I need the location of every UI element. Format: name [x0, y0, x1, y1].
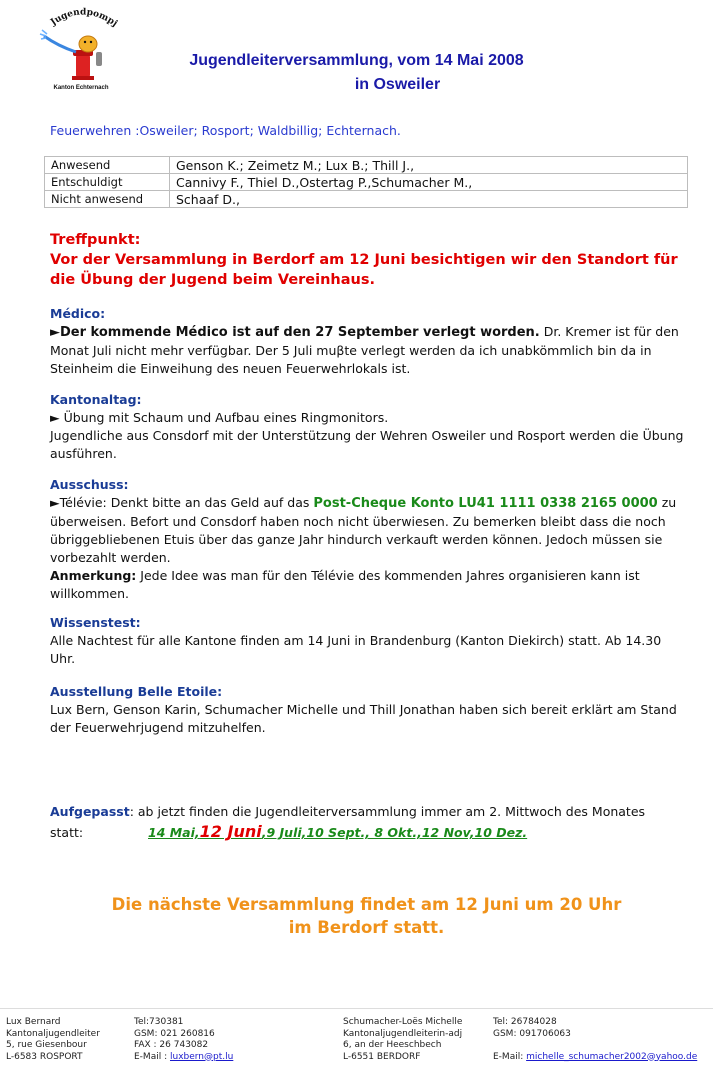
attendance-value: Cannivy F., Thiel D.,Ostertag P.,Schumacher M., [170, 174, 688, 191]
ausstellung-heading: Ausstellung Belle Etoile: [50, 684, 223, 699]
anmerkung-text: Jede Idee was man für den Télévie des kommenden Jahres organisieren kann ist willkommen. [50, 568, 640, 601]
wissenstest-text: Alle Nachtest für alle Kantone finden am 14 Juni in Brandenburg (Kanton Diekirch) statt. Ab 14.30 Uhr. [50, 633, 662, 666]
date-june: 12 Juni [199, 822, 262, 841]
ausschuss-heading: Ausschuss: [50, 477, 129, 492]
anmerkung-label: Anmerkung: [50, 568, 137, 583]
footer-email-label: E-Mail : [134, 1051, 170, 1062]
footer-name: Schumacher-Loës Michelle [343, 1017, 463, 1027]
email-link[interactable]: michelle_schumacher2002@yahoo.de [526, 1051, 698, 1062]
medico-heading: Médico: [50, 306, 106, 321]
kantonaltag-line-1: ► Übung mit Schaum und Aufbau eines Ringmonitors. [50, 410, 389, 425]
ausschuss-pre: ►Télévie: Denkt bitte an das Geld auf das [50, 495, 314, 510]
footer-gsm: GSM: 091706063 [493, 1028, 571, 1039]
next-meeting [0, 893, 713, 939]
aufgepasst-text: : ab jetzt finden die Jugendleiterversammlung immer am 2. Mittwoch des Monates [129, 804, 646, 819]
footer-email-line [493, 1052, 697, 1064]
ausschuss-post: zu überweisen. Befort und Consdorf haben noch nicht überwiesen. Zu bemerken bleibt dass die noch übriggebliebenen Etuis über das ganze Jahr hindurch verkauft werden können. Jedoch müssen sie vorbezahlt werden. [50, 495, 677, 565]
logo-top-text: Jugendpompj [49, 7, 119, 30]
next-meeting-line-2: im Berdorf statt. [288, 918, 445, 937]
ausschuss-section [50, 476, 690, 603]
svg-text:Jugendpompjeen [36, 6, 119, 29]
ausstellung-text: Lux Bern, Genson Karin, Schumacher Michelle und Thill Jonathan haben sich bereit erklärt am Stand der Feuerwehrjugend mitzuhelfen. [50, 702, 677, 735]
aufgepasst-line [50, 803, 700, 821]
footer-tel: Tel:730381 [134, 1017, 184, 1027]
aufgepasst-section [50, 803, 700, 842]
footer-col-4 [493, 1017, 697, 1063]
ausschuss-body [50, 494, 690, 567]
dates-rest: ,9 Juli,10 Sept., 8 Okt.,12 Nov,10 Dez. [261, 825, 528, 840]
wissenstest-heading: Wissenstest: [50, 615, 141, 630]
footer-email-line [134, 1052, 233, 1064]
footer-tel: Tel: 26784028 [493, 1017, 557, 1027]
post-cheque-konto: Post-Cheque Konto LU41 1111 0338 2165 0000 [313, 496, 658, 511]
medico-section [50, 305, 690, 378]
medico-body [50, 323, 690, 378]
footer-email-label: E-Mail: [493, 1051, 527, 1062]
kantonaltag-line-2: Jugendliche aus Consdorf mit der Unterstützung der Wehren Osweiler und Rosport werden die Übung ausführen. [50, 428, 684, 461]
footer-fax: FAX : 26 743082 [134, 1040, 209, 1050]
table-row [45, 191, 688, 208]
footer-divider [0, 1008, 713, 1009]
title-line-1: Jugendleiterversammlung, vom 14 Mai 2008 [189, 52, 524, 69]
date-may: 14 Mai, [148, 825, 200, 840]
medico-text: Dr. Kremer ist für den Monat Juli nicht mehr verfügbar. Der 5 Juli muβte verlegt werden da ich unabkömmlich bin da in Steinheim die Einweihung des neuen Feuerwehrlokals ist. [50, 324, 679, 376]
aufgepasst-label: Aufgepasst [50, 804, 130, 819]
email-link[interactable]: luxbern@pt.lu [169, 1051, 234, 1062]
footer-city: L-6583 ROSPORT [6, 1051, 83, 1062]
treffpunkt-section [50, 230, 680, 290]
anmerkung-line [50, 567, 690, 603]
ausstellung-section [50, 683, 690, 737]
kantonaltag-heading: Kantonaltag: [50, 392, 142, 407]
next-meeting-line-1: Die nächste Versammlung findet am 12 Juni um 20 Uhr [111, 895, 622, 914]
attendance-value: Genson K.; Zeimetz M.; Lux B.; Thill J., [170, 157, 688, 174]
title-line-2: in Osweiler [354, 76, 441, 93]
aufgepasst-dates-line [50, 823, 700, 842]
logo-bottom-text: Kanton Echternach [53, 85, 109, 91]
feuerwehren-label: Feuerwehren : [50, 123, 140, 138]
table-row [45, 157, 688, 174]
attendance-label: Entschuldigt [45, 174, 170, 191]
table-row [45, 174, 688, 191]
footer-street: 6, an der Heeschbech [343, 1040, 442, 1050]
attendance-value: Schaaf D., [170, 191, 688, 208]
attendance-label: Nicht anwesend [45, 191, 170, 208]
treffpunkt-heading: Treffpunkt: [50, 232, 141, 248]
footer-gsm: GSM: 021 260816 [134, 1028, 215, 1039]
feuerwehren-line [50, 122, 690, 140]
footer-city: L-6551 BERDORF [343, 1051, 421, 1062]
wissenstest-section [50, 614, 690, 668]
attendance-label: Anwesend [45, 157, 170, 174]
treffpunkt-text: Vor der Versammlung in Berdorf am 12 Juni besichtigen wir den Standort für die Übung der Jugend beim Vereinhaus. [50, 252, 678, 288]
footer-role: Kantonaljugendleiterin-adj [343, 1028, 463, 1039]
kantonaltag-section [50, 391, 690, 463]
footer-name: Lux Bernard [6, 1017, 61, 1027]
attendance-table [44, 156, 688, 208]
footer-role: Kantonaljugendleiter [6, 1028, 100, 1039]
footer-col-1 [6, 1017, 100, 1063]
statt-label: statt: [50, 825, 84, 840]
meeting-dates [148, 822, 528, 841]
feuerwehren-value: Osweiler; Rosport; Waldbillig; Echternach. [139, 123, 401, 138]
footer-col-2 [134, 1017, 233, 1063]
footer-street: 5, rue Giesenbour [6, 1040, 87, 1050]
medico-bold: ►Der kommende Médico ist auf den 27 September verlegt worden. [50, 325, 540, 340]
footer-col-3 [343, 1017, 462, 1063]
